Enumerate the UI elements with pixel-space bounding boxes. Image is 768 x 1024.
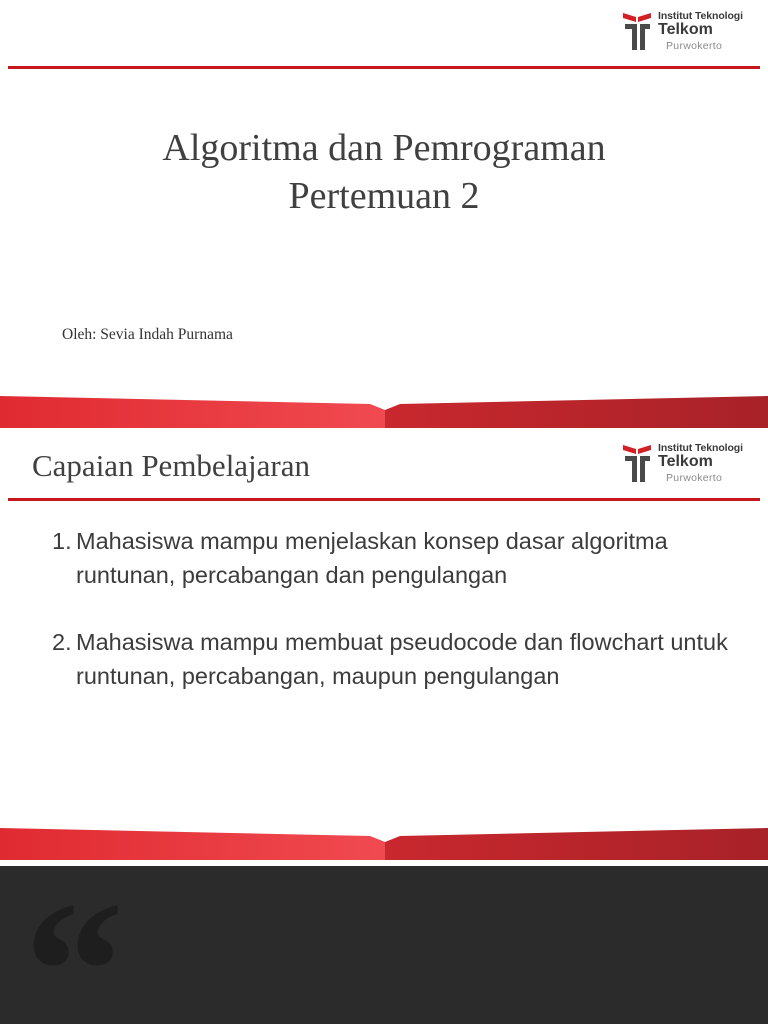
list-item xyxy=(52,625,732,693)
institution-logo xyxy=(622,10,762,58)
slide-title-text xyxy=(0,124,768,220)
slide-quote xyxy=(0,866,768,1024)
slide-title xyxy=(0,0,768,428)
institution-logo xyxy=(622,442,762,490)
logo-text-institut: Institut Teknologi xyxy=(658,442,743,454)
header-divider xyxy=(8,498,760,501)
list-item-number: 2. xyxy=(52,629,72,655)
title-line-1: Algoritma dan Pemrograman xyxy=(162,127,606,169)
footer-band xyxy=(0,396,768,428)
author-line: Oleh: Sevia Indah Purnama xyxy=(62,326,233,343)
footer-band xyxy=(0,828,768,860)
logo-text-purwokerto: Purwokerto xyxy=(666,472,723,484)
slide-heading: Capaian Pembelajaran xyxy=(32,448,311,483)
header-divider xyxy=(8,66,760,69)
list-item-number: 1. xyxy=(52,528,72,554)
logo-text-telkom: Telkom xyxy=(658,21,713,38)
logo-text-purwokerto: Purwokerto xyxy=(666,40,723,52)
learning-outcomes-list xyxy=(52,524,732,726)
slide-learning-outcomes xyxy=(0,432,768,862)
quote-icon: “ xyxy=(24,866,124,1024)
logo-text-institut: Institut Teknologi xyxy=(658,10,743,22)
telkom-logo-icon xyxy=(622,10,652,50)
list-item-text: Mahasiswa mampu membuat pseudocode dan flowchart untuk runtunan, percabangan, maupun pengulangan xyxy=(76,629,728,689)
logo-text-telkom: Telkom xyxy=(658,453,713,470)
list-item xyxy=(52,524,732,592)
telkom-logo-icon xyxy=(622,442,652,482)
list-item-text: Mahasiswa mampu menjelaskan konsep dasar algoritma runtunan, percabangan dan pengulangan xyxy=(76,528,668,588)
title-line-2: Pertemuan 2 xyxy=(288,175,480,217)
